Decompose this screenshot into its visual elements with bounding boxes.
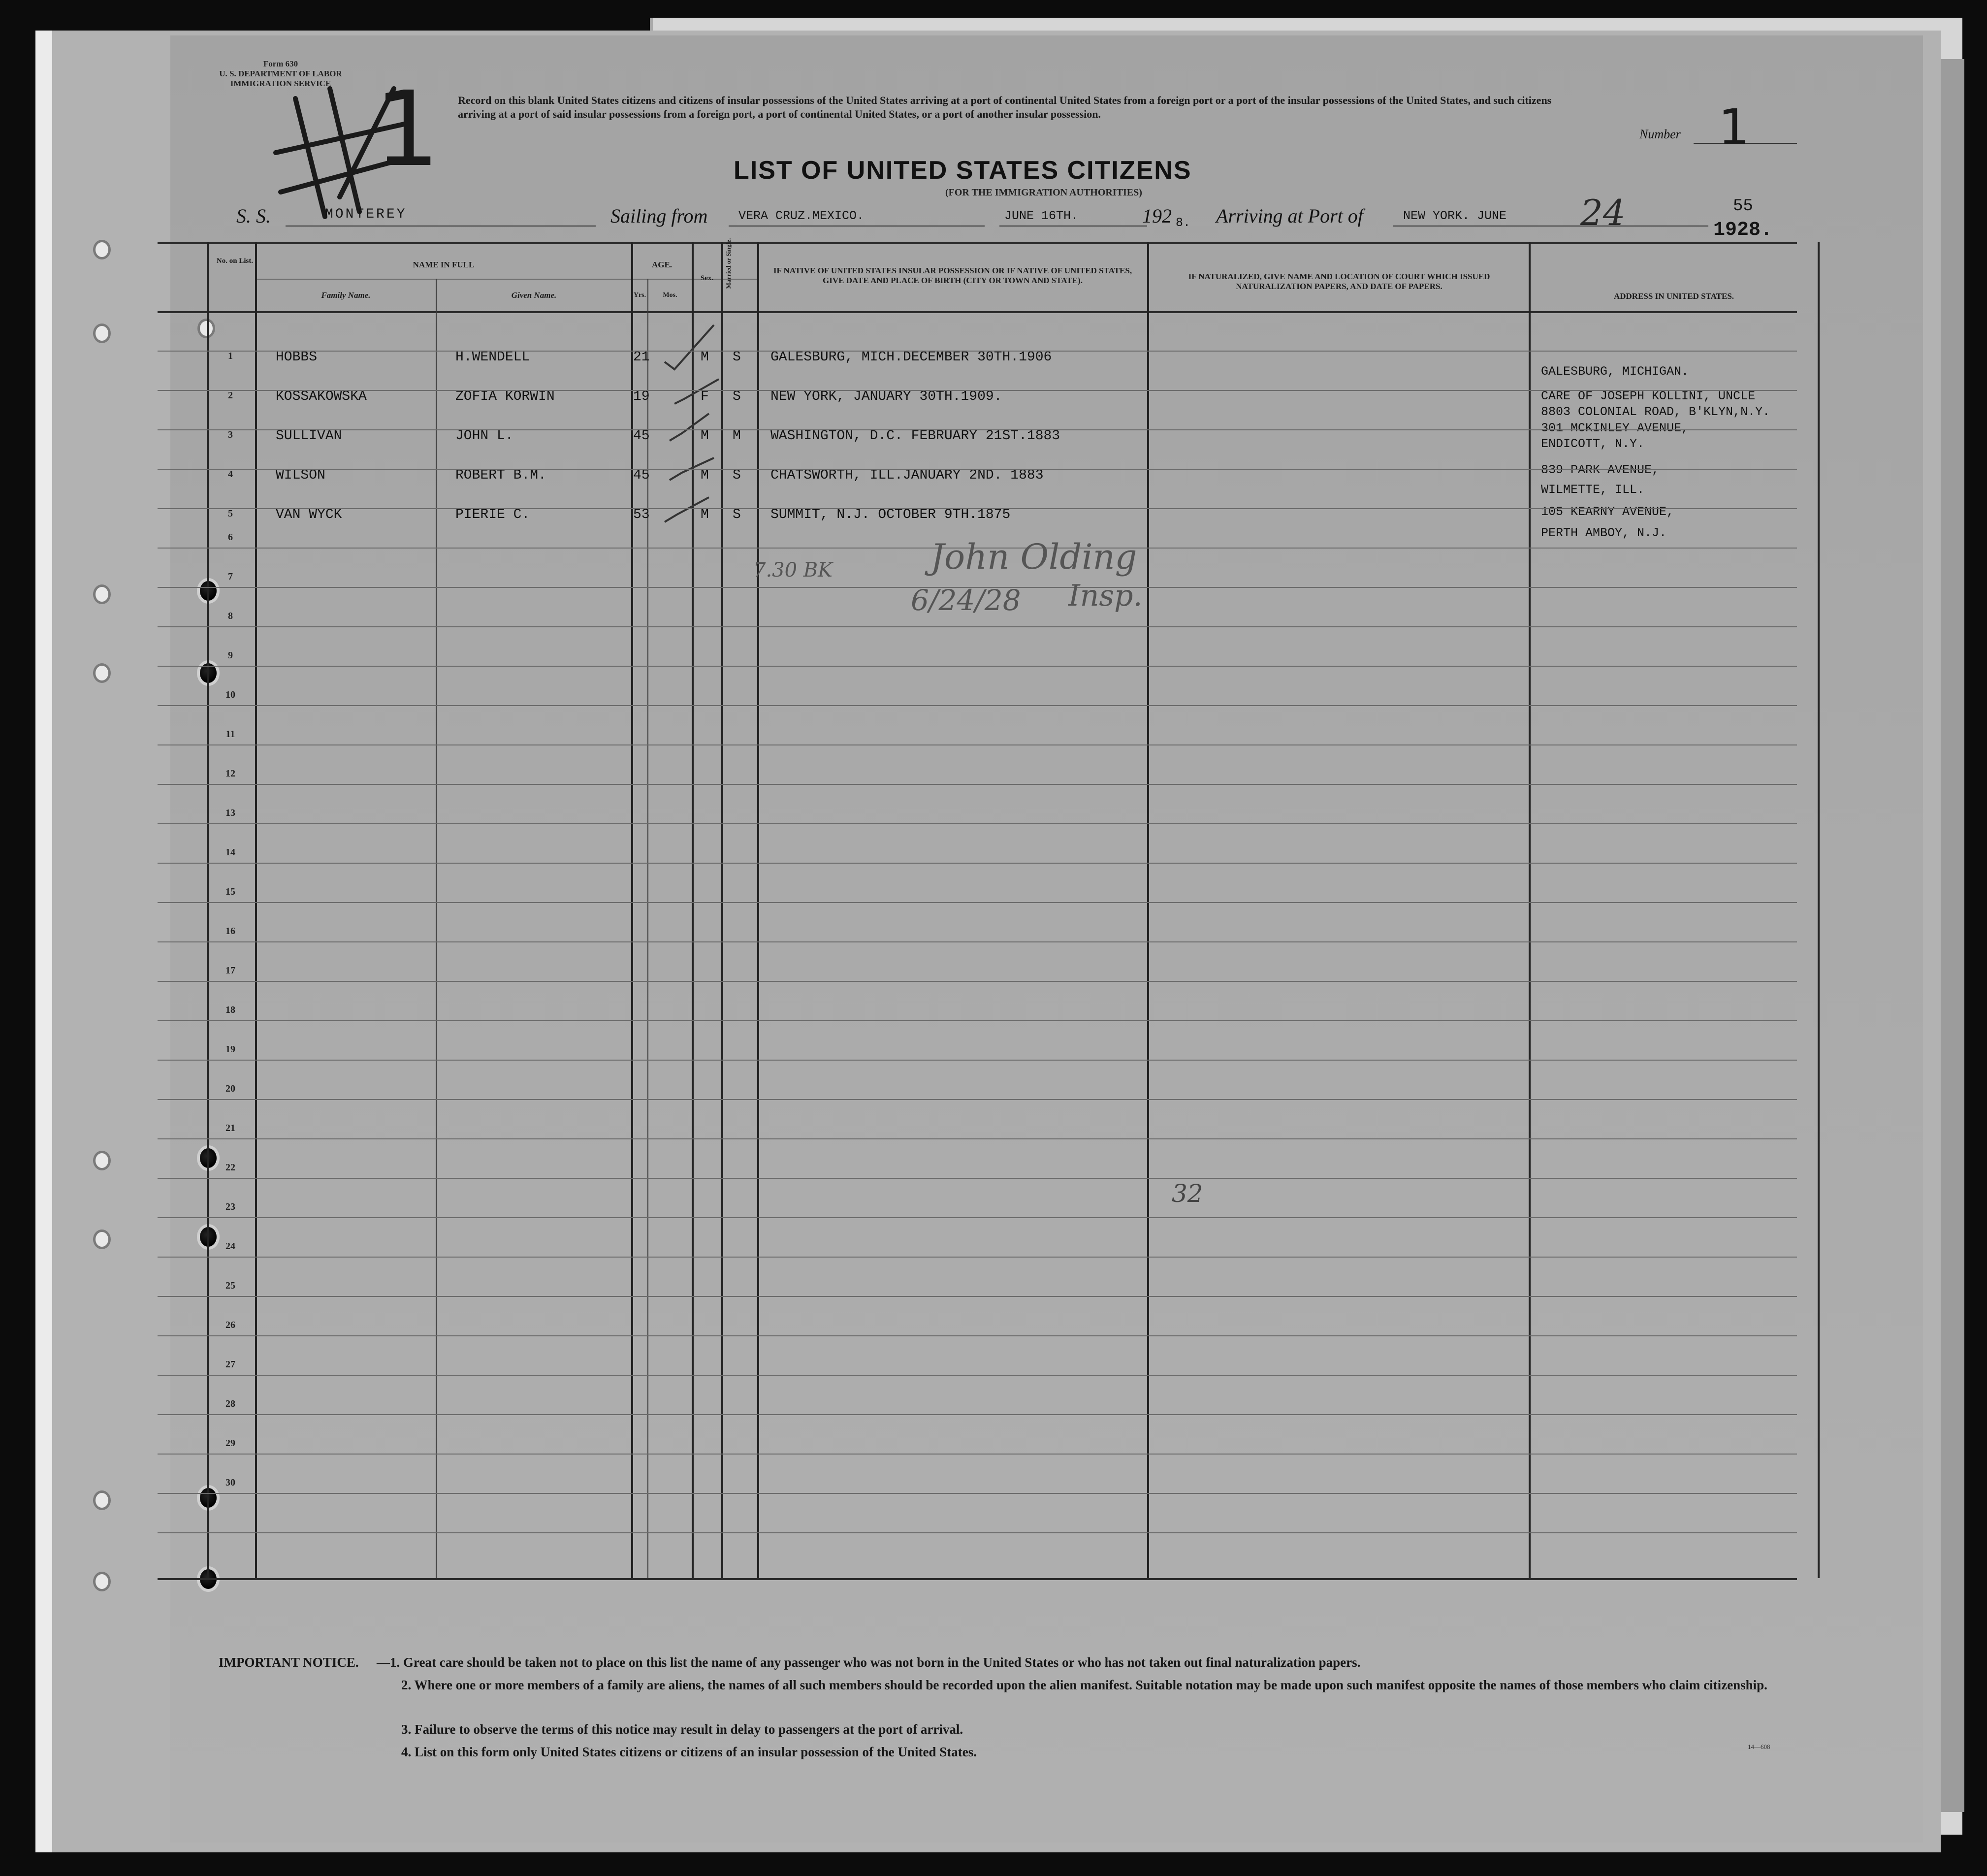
binder-hole: [96, 1574, 108, 1589]
binder-hole: [200, 321, 213, 336]
row-rule: [158, 390, 1797, 391]
row-number: 26: [225, 1320, 235, 1330]
row-rule: [158, 1532, 1797, 1533]
address-line-2: WILMETTE, ILL.: [1541, 483, 1645, 497]
row-number: 28: [225, 1398, 235, 1409]
row-number: 6: [228, 532, 233, 543]
binder-hole: [96, 1493, 108, 1508]
row-rule: [158, 508, 1797, 509]
address-line-2: PERTH AMBOY, N.J.: [1541, 526, 1667, 540]
binder-hole: [96, 1153, 108, 1168]
row-rule: [158, 863, 1797, 864]
check-marks: [655, 315, 743, 532]
given-name: PIERIE C.: [455, 507, 530, 522]
annotation-initials: Insp.: [1068, 579, 1143, 613]
address-line-1: CARE OF JOSEPH KOLLINI, UNCLE: [1541, 389, 1756, 403]
birth-info: CHATSWORTH, ILL.JANUARY 2ND. 1883: [770, 468, 1044, 483]
row-number: 21: [225, 1123, 235, 1133]
sex: M: [701, 468, 709, 483]
col-line: [255, 242, 257, 1578]
row-rule: [158, 902, 1797, 903]
address-line-1: 105 KEARNY AVENUE,: [1541, 505, 1674, 519]
header-sex: Sex.: [700, 274, 714, 282]
row-rule: [158, 1335, 1797, 1336]
row-number: 8: [228, 611, 233, 621]
sailing-date: JUNE 16TH.: [1004, 209, 1079, 223]
binder-hole: [96, 1232, 108, 1247]
header-age: AGE.: [651, 260, 673, 269]
address-line-1: 301 MCKINLEY AVENUE,: [1541, 421, 1689, 435]
ship-name: MONTEREY: [325, 207, 407, 222]
row-rule: [158, 1375, 1797, 1376]
marital-status: S: [733, 507, 741, 522]
binder-hole: [96, 666, 108, 680]
header-yrs: Yrs.: [633, 291, 646, 299]
header-sub-border: [255, 279, 757, 280]
notice-heading: IMPORTANT NOTICE.: [219, 1655, 359, 1670]
manifest-form: [170, 35, 1923, 1843]
family-name: SULLIVAN: [276, 428, 342, 444]
row-number: 22: [225, 1162, 235, 1173]
header-name-in-full: NAME IN FULL: [413, 260, 475, 269]
row-number: 20: [225, 1083, 235, 1094]
header-naturalized: IF NATURALIZED, GIVE NAME AND LOCATION OF COURT WHICH ISSUED NATURALIZATION PAPERS, AND DATE OF PAPERS.: [1188, 272, 1490, 291]
sailing-year-suffix: 8.: [1176, 216, 1191, 230]
row-number: 29: [225, 1438, 235, 1449]
service-name: IMMIGRATION SERVICE: [230, 79, 331, 88]
col-line: [1147, 242, 1149, 1578]
marital-status: S: [733, 468, 741, 483]
row-rule: [158, 1020, 1797, 1021]
annotation-page-number: 32: [1172, 1179, 1203, 1208]
row-rule: [158, 429, 1797, 430]
sailing-from-value: VERA CRUZ.MEXICO.: [738, 209, 865, 223]
row-number: 18: [225, 1004, 235, 1015]
row-rule: [158, 1217, 1797, 1218]
age-years: 19: [633, 389, 650, 404]
header-given-name: Given Name.: [511, 291, 557, 300]
binder-hole: [96, 587, 108, 602]
header-no-on-list: No. on List.: [216, 257, 254, 265]
table-bottom-border: [158, 1578, 1797, 1580]
col-line: [1818, 242, 1820, 1578]
row-rule: [158, 1060, 1797, 1061]
row-rule: [158, 941, 1797, 942]
arrival-port: NEW YORK. JUNE: [1403, 209, 1507, 223]
family-name: KOSSAKOWSKA: [276, 389, 367, 404]
row-number: 11: [225, 729, 235, 740]
annotation-date: 6/24/28: [911, 583, 1021, 617]
sex: M: [701, 507, 709, 522]
birth-info: SUMMIT, N.J. OCTOBER 9TH.1875: [770, 507, 1011, 522]
row-number: 3: [228, 429, 233, 440]
age-years: 45: [633, 468, 650, 483]
address-line-1: 839 PARK AVENUE,: [1541, 463, 1660, 477]
given-name: H.WENDELL: [455, 350, 530, 365]
row-rule: [158, 705, 1797, 706]
marital-status: S: [733, 350, 741, 365]
row-rule: [158, 784, 1797, 785]
row-number: 5: [228, 508, 233, 519]
arrival-day: 24: [1580, 192, 1626, 233]
row-rule: [158, 744, 1797, 745]
notice-item: 3. Failure to observe the terms of this notice may result in delay to passengers at the port of arrival.: [401, 1722, 963, 1737]
given-name: ROBERT B.M.: [455, 468, 546, 483]
binder-hole: [96, 242, 108, 257]
col-line: [207, 242, 209, 1578]
row-rule: [158, 1414, 1797, 1415]
row-rule: [158, 1493, 1797, 1494]
sailing-from-label: Sailing from: [610, 205, 708, 227]
row-number: 15: [225, 886, 235, 897]
annotation-time: 7.30 BK: [753, 559, 833, 582]
row-number: 1: [228, 351, 233, 361]
annotation-signature: John Olding: [930, 537, 1137, 577]
row-number: 4: [228, 469, 233, 480]
header-mos: Mos.: [663, 291, 677, 299]
row-number: 27: [225, 1359, 235, 1370]
col-line: [1529, 242, 1531, 1578]
row-number: 2: [228, 390, 233, 401]
row-number: 13: [225, 808, 235, 818]
birth-info: GALESBURG, MICH.DECEMBER 30TH.1906: [770, 350, 1052, 365]
given-name: JOHN L.: [455, 428, 513, 444]
row-rule: [158, 469, 1797, 470]
age-years: 53: [633, 507, 650, 522]
address-line-2: ENDICOTT, N.Y.: [1541, 437, 1645, 451]
address-line-1: GALESBURG, MICHIGAN.: [1541, 364, 1689, 379]
row-rule: [158, 351, 1797, 352]
arriving-label: Arriving at Port of: [1216, 205, 1363, 227]
row-rule: [158, 1138, 1797, 1139]
row-rule: [158, 1099, 1797, 1100]
form-number: Form 630: [263, 59, 298, 68]
notice-item: 2. Where one or more members of a family are aliens, the names of all such members should be recorded upon the alien manifest. Suitable notation may be made upon such manifest opposite the names of those members who claim citizenship.: [401, 1678, 1767, 1692]
row-rule: [158, 1454, 1797, 1455]
arrival-year: 1928.: [1713, 219, 1773, 241]
sex: M: [701, 428, 709, 444]
row-rule: [158, 1296, 1797, 1297]
given-name: ZOFIA KORWIN: [455, 389, 555, 404]
family-name: HOBBS: [276, 350, 318, 365]
row-number: 19: [225, 1044, 235, 1055]
form-subtitle: (FOR THE IMMIGRATION AUTHORITIES): [945, 187, 1142, 198]
form-title: LIST OF UNITED STATES CITIZENS: [734, 156, 1192, 185]
row-number: 25: [225, 1280, 235, 1291]
address-line-2: 8803 COLONIAL ROAD, B'KLYN,N.Y.: [1541, 405, 1770, 419]
sex: F: [701, 389, 709, 404]
number-label: Number: [1639, 127, 1681, 141]
age-years: 45: [633, 428, 650, 444]
table-top-border: [158, 242, 1797, 244]
binder-hole: [96, 326, 108, 341]
header-address: ADDRESS IN UNITED STATES.: [1613, 291, 1734, 301]
row-rule: [158, 1257, 1797, 1258]
row-number: 12: [225, 768, 235, 779]
row-number: 16: [225, 926, 235, 937]
row-number: 17: [225, 965, 235, 976]
header-bottom-border: [158, 311, 1797, 313]
col-line: [757, 242, 759, 1578]
sex: M: [701, 350, 709, 365]
header-married-single: Married or Single.: [725, 238, 732, 289]
row-number: 9: [228, 650, 233, 661]
row-rule: [158, 981, 1797, 982]
page-stamp: 55: [1733, 197, 1753, 216]
marital-status: S: [733, 389, 741, 404]
print-code: 14—608: [1748, 1743, 1770, 1750]
col-line: [436, 279, 437, 1578]
number-value: 1: [1718, 98, 1750, 156]
handwritten-list-number: 1: [374, 69, 440, 190]
notice-item: —1. Great care should be taken not to place on this list the name of any passenger who was not born in the United States or who has not taken out final naturalization papers.: [377, 1655, 1361, 1670]
row-number: 23: [225, 1201, 235, 1212]
instructions-text: Record on this blank United States citizens and citizens of insular possessions of the United States arriving at a port of continental United States from a foreign port or a port of the insular possessions of the United States, and such citizens arriving at a port of said insular possessions from a foreign port, a port of continental United States, or a port of another insular possession.: [458, 94, 1552, 120]
row-number: 7: [228, 571, 233, 582]
department-name: U. S. DEPARTMENT OF LABOR: [219, 69, 342, 78]
row-number: 10: [225, 689, 235, 700]
row-rule: [158, 823, 1797, 824]
row-rule: [158, 1178, 1797, 1179]
family-name: WILSON: [276, 468, 325, 483]
birth-info: NEW YORK, JANUARY 30TH.1909.: [770, 389, 1002, 404]
age-years: 21: [633, 350, 650, 365]
family-name: VAN WYCK: [276, 507, 342, 522]
notice-item: 4. List on this form only United States citizens or citizens of an insular possession of the United States.: [401, 1745, 977, 1759]
ss-label: S. S.: [236, 205, 271, 227]
row-number: 14: [225, 847, 235, 858]
marital-status: M: [733, 428, 741, 444]
row-rule: [158, 666, 1797, 667]
sailing-year-prefix: 192: [1142, 205, 1172, 227]
row-number: 24: [225, 1241, 235, 1252]
row-rule: [158, 626, 1797, 627]
header-family-name: Family Name.: [321, 291, 371, 300]
birth-info: WASHINGTON, D.C. FEBRUARY 21ST.1883: [770, 428, 1060, 444]
header-birth: IF NATIVE OF UNITED STATES INSULAR POSSESSION OR IF NATIVE OF UNITED STATES, GIVE DATE AND PLACE OF BIRTH (CITY OR TOWN AND STATE).: [773, 266, 1132, 285]
row-number: 30: [225, 1477, 235, 1488]
